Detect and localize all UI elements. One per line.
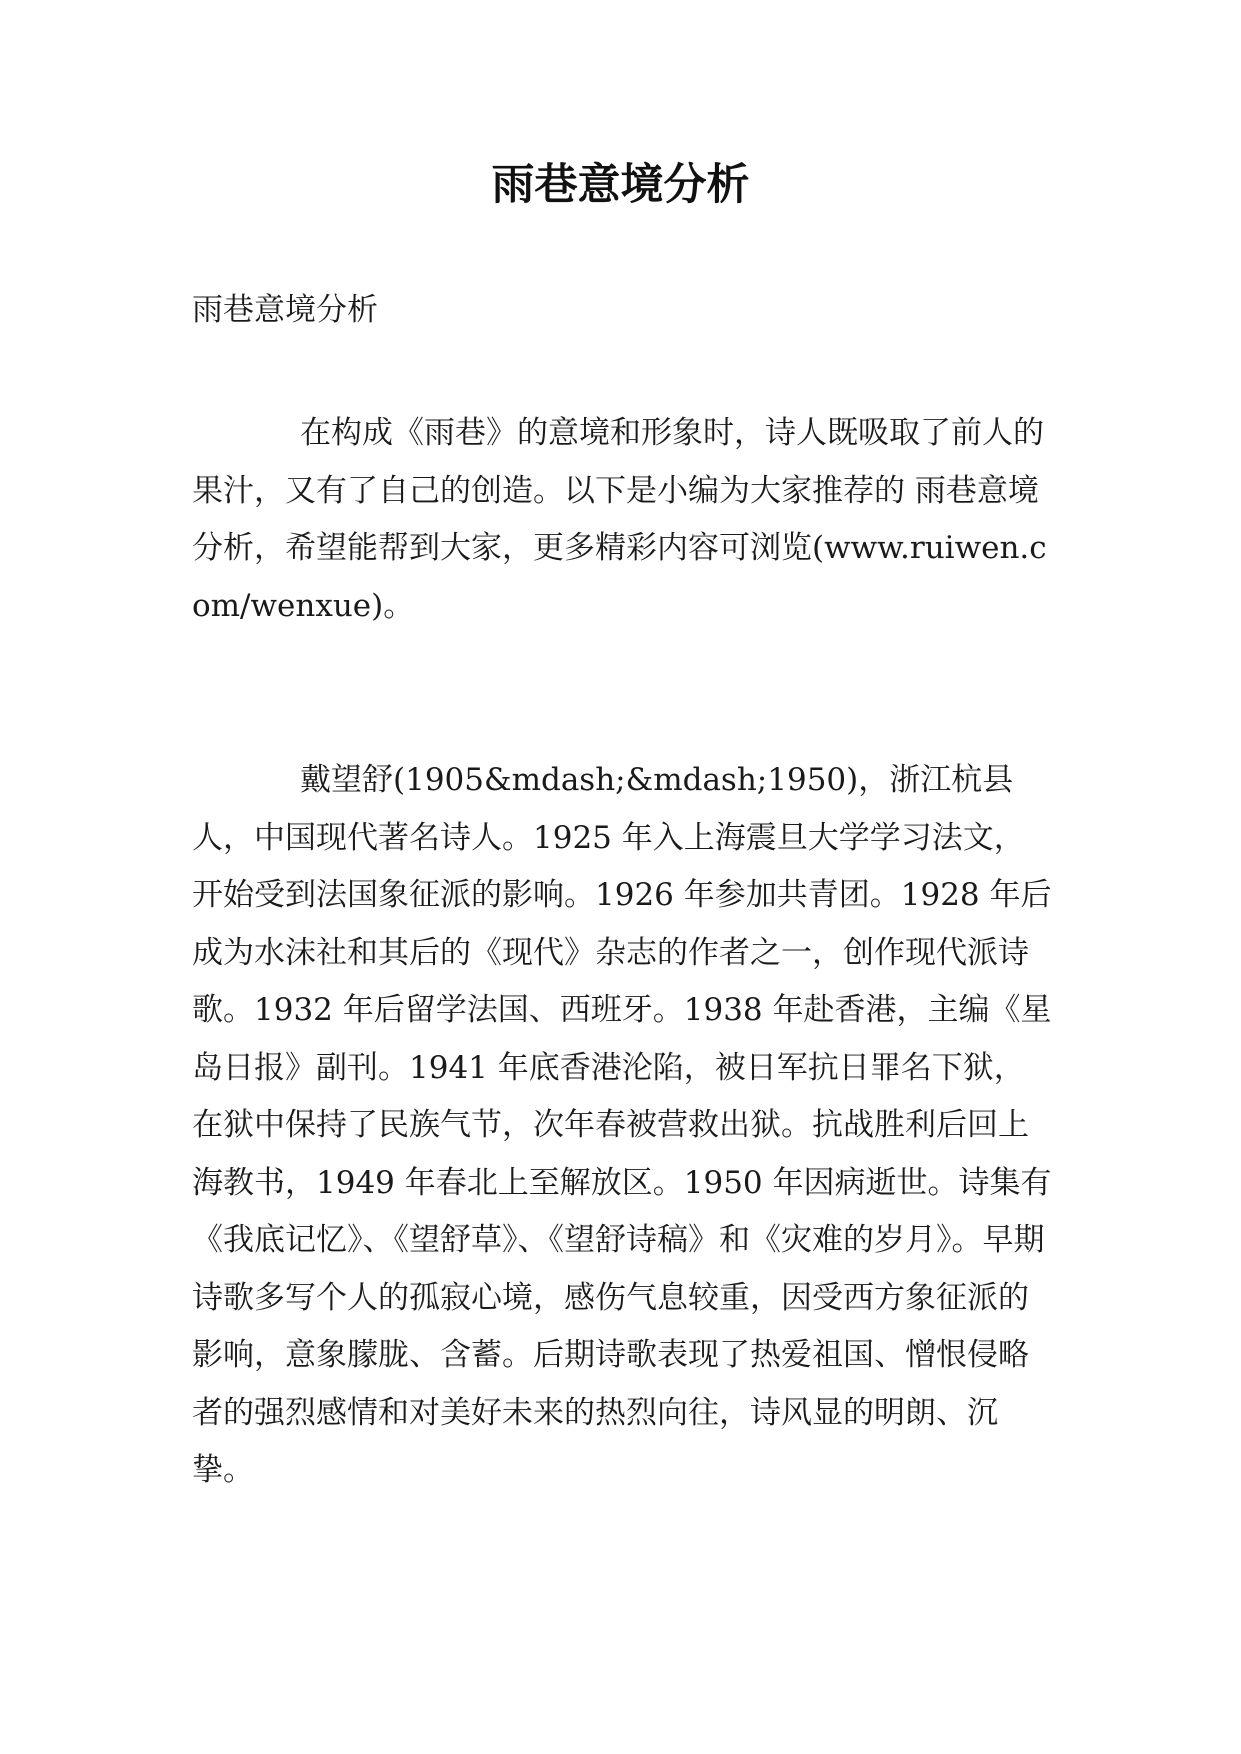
document-subtitle: 雨巷意境分析 <box>192 292 378 328</box>
biography-paragraph: 戴望舒(1905&mdash;&mdash;1950)，浙江杭县人，中国现代著名诗人。1925 年入上海震旦大学学习法文，开始受到法国象征派的影响。1926 年参加共青团。1928 年后成为水沫社和其后的《现代》杂志的作者之一，创作现代派诗歌。1932 年后留学法国、西班牙。1938 年赴香港，主编《星岛日报》副刊。1941 年底香港沦陷，被日军抗日罪名下狱，在狱中保持了民族气节，次年春被营救出狱。抗战胜利后回上海教书，1949 年春北上至解放区。1950 年因病逝世。诗集有《我底记忆》、《望舒草》、《望舒诗稿》和《灾难的岁月》。早期诗歌多写个人的孤寂心境，感伤气息较重，因受西方象征派的影响，意象朦胧、含蓄。后期诗歌表现了热爱祖国、憎恨侵略者的强烈感情和对美好未来的热烈向往，诗风显的明朗、沉挚。 <box>192 762 1052 1488</box>
intro-paragraph: 在构成《雨巷》的意境和形象时，诗人既吸取了前人的果汁，又有了自己的创造。以下是小编为大家推荐的 雨巷意境分析，希望能帮到大家，更多精彩内容可浏览(www.ruiwen.com/wenxue)。 <box>192 415 1047 624</box>
document-title: 雨巷意境分析 <box>491 160 750 210</box>
